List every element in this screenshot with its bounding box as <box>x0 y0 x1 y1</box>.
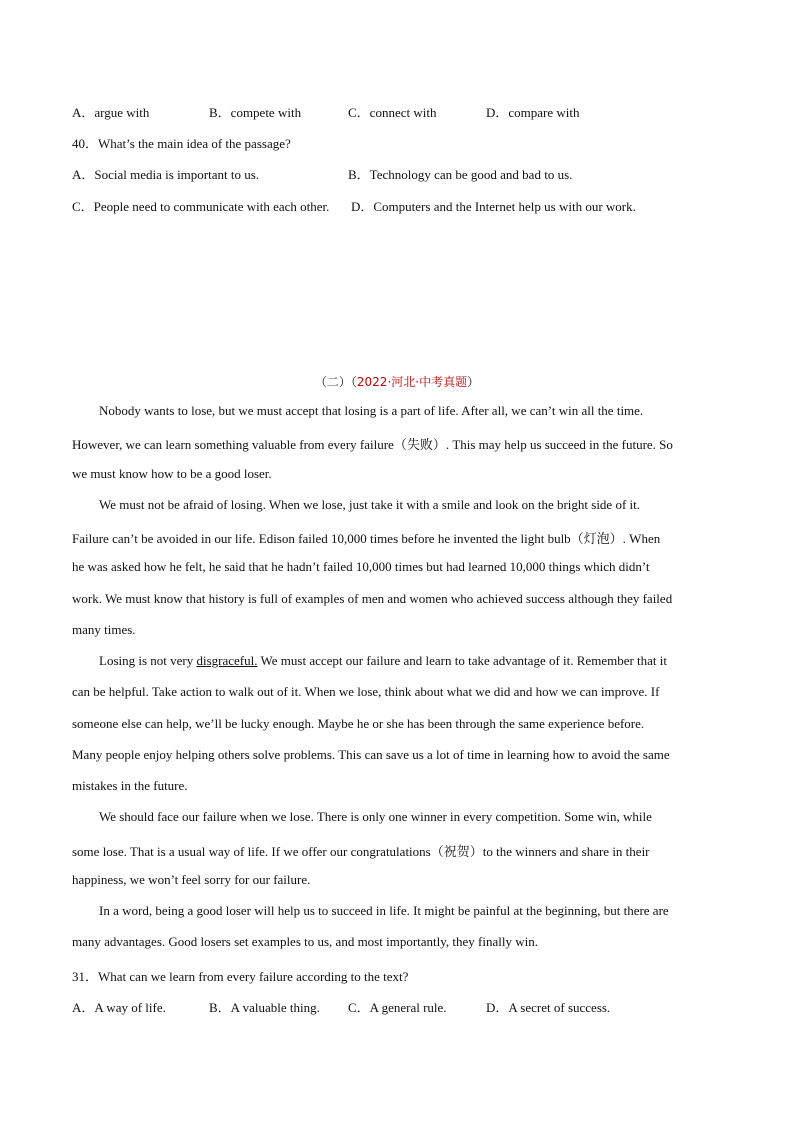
p3-line-4: Many people enjoy helping others solve problems. This can save us a lot of time in learning how to avoid the same <box>72 747 670 762</box>
p3-line-1-post: We must accept our failure and learn to take advantage of it. Remember that it <box>257 653 668 668</box>
p5-line-2: many advantages. Good losers set examples to us, and most importantly, they finally win. <box>72 934 538 949</box>
p4-line-3: happiness, we won’t feel sorry for our failure. <box>72 872 311 887</box>
p3-line-1 <box>99 653 667 669</box>
q39-option-d: D．compare with <box>486 105 580 120</box>
q39-option-a: A．argue with <box>72 105 150 120</box>
q31-option-a: A．A way of life. <box>72 1000 166 1015</box>
q39-option-b: B．compete with <box>209 105 302 120</box>
p5-line-1: In a word, being a good loser will help us to succeed in life. It might be painful at the beginning, but there are <box>99 903 669 918</box>
p2-line-2: Failure can’t be avoided in our life. Edison failed 10,000 times before he invented the light bulb（灯泡）. When <box>72 531 661 546</box>
p3-line-3: someone else can help, we’ll be lucky enough. Maybe he or she has been through the same experience before. <box>72 716 645 731</box>
q40-option-c: C．People need to communicate with each other. <box>72 199 330 214</box>
p3-line-2: can be helpful. Take action to walk out of it. When we lose, think about what we did and how we can improve. If <box>72 684 660 699</box>
p2-line-4: work. We must know that history is full of examples of men and women who achieved success although they failed <box>72 591 673 606</box>
q40-options-row2 <box>72 196 732 214</box>
q39-options <box>72 102 732 120</box>
p1-line-1: Nobody wants to lose, but we must accept that losing is a part of life. After all, we can’t win all the time. <box>99 403 644 418</box>
p2-line-1: We must not be afraid of losing. When we lose, just take it with a smile and look on the bright side of it. <box>99 497 641 512</box>
q31-option-d: D．A secret of success. <box>486 1000 611 1015</box>
section-heading <box>0 373 794 390</box>
q40-stem: 40．What’s the main idea of the passage? <box>72 136 291 151</box>
q40-option-b: B．Technology can be good and bad to us. <box>348 167 573 182</box>
p3-line-1-pre: Losing is not very <box>99 653 197 668</box>
underlined-word: disgraceful. <box>196 653 258 668</box>
p1-line-2: However, we can learn something valuable from every failure（失败）. This may help us succeed in the future. So <box>72 437 673 452</box>
section-source: 2022·河北·中考真题 <box>356 375 468 389</box>
p4-line-2: some lose. That is a usual way of life. If we offer our congratulations（祝贺）to the winners and share in their <box>72 844 650 859</box>
q40-option-d: D．Computers and the Internet help us with our work. <box>351 199 636 214</box>
q31-stem: 31．What can we learn from every failure according to the text? <box>72 969 409 984</box>
p1-line-3: we must know how to be a good loser. <box>72 466 272 481</box>
p2-line-3: he was asked how he felt, he said that he hadn’t failed 10,000 times but had learned 10,000 things which didn’t <box>72 559 650 574</box>
p4-line-1: We should face our failure when we lose. There is only one winner in every competition. Some win, while <box>99 809 652 824</box>
section-prefix: （二）（ <box>314 375 357 389</box>
p2-line-5: many times. <box>72 622 136 637</box>
q31-option-c: C．A general rule. <box>348 1000 447 1015</box>
section-suffix: ） <box>467 375 480 389</box>
q40-options-row1 <box>72 164 732 182</box>
q39-option-c: C．connect with <box>348 105 437 120</box>
p3-line-5: mistakes in the future. <box>72 778 188 793</box>
q31-options <box>72 997 732 1015</box>
q40-option-a: A．Social media is important to us. <box>72 167 260 182</box>
q31-option-b: B．A valuable thing. <box>209 1000 320 1015</box>
